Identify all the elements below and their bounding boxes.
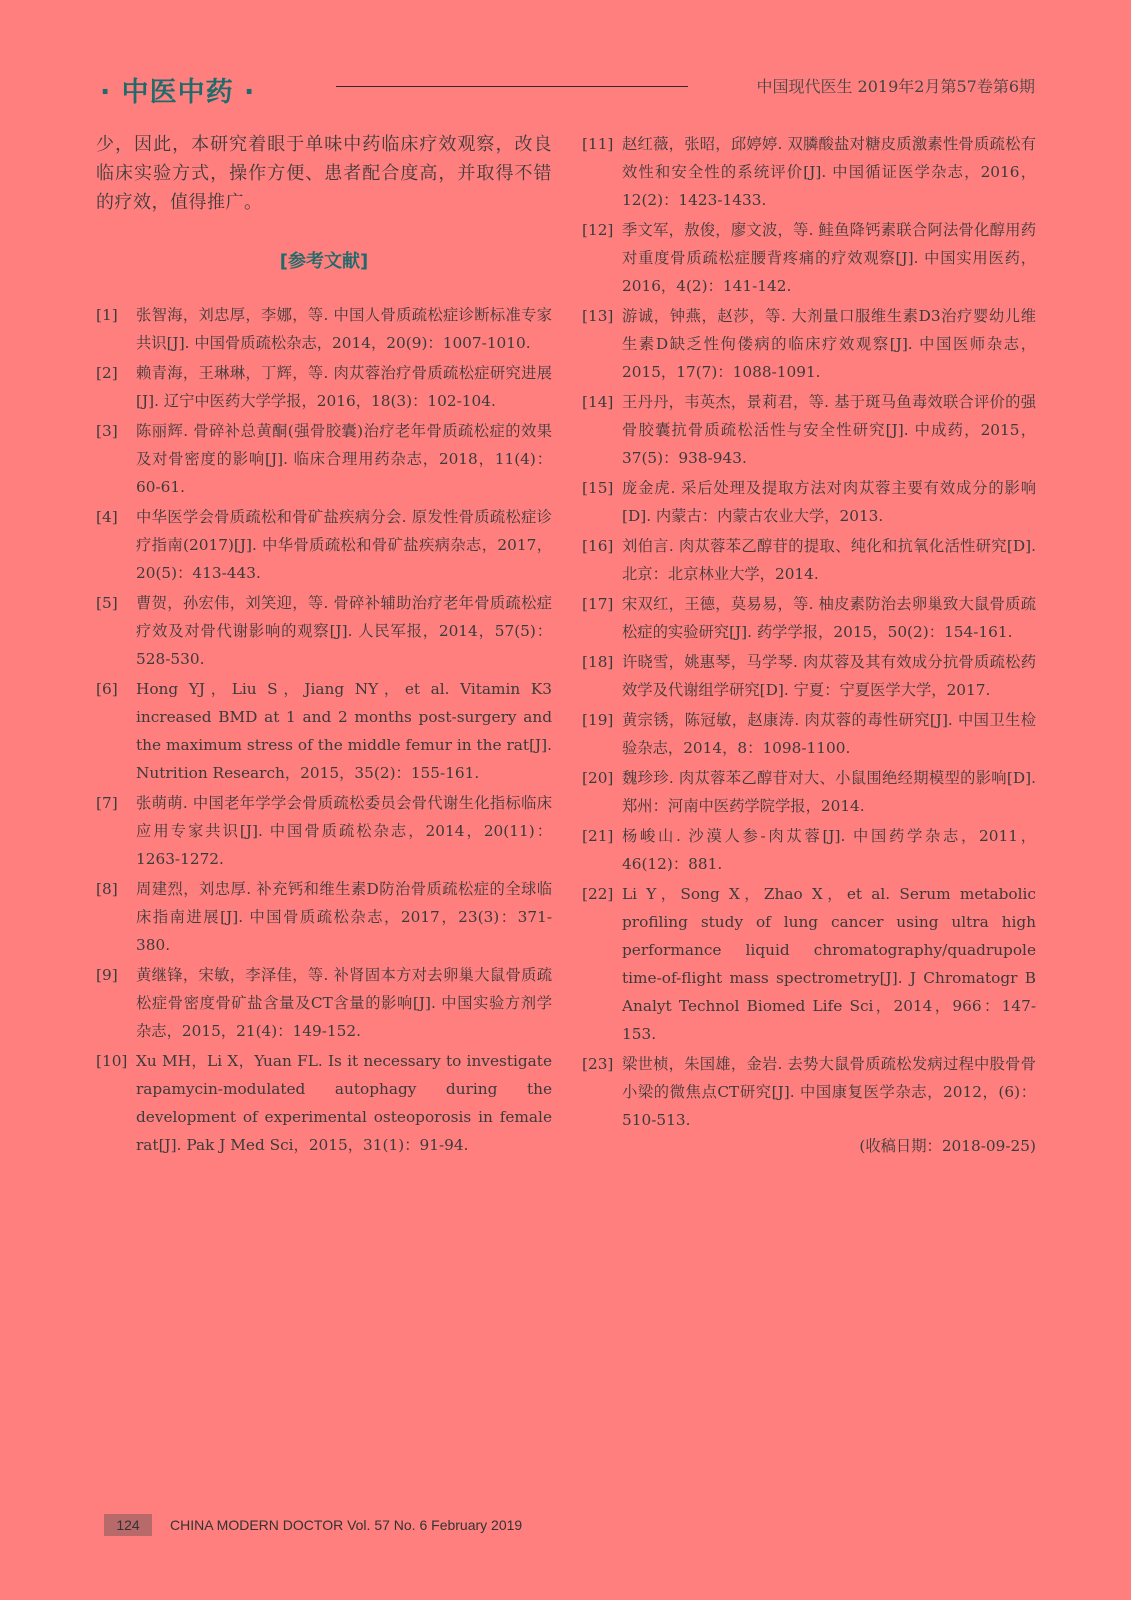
right-column bbox=[582, 130, 1036, 1160]
reference-text: 刘伯言. 肉苁蓉苯乙醇苷的提取、纯化和抗氧化活性研究[D]. 北京：北京林业大学，2014. bbox=[622, 537, 1036, 583]
reference-item bbox=[582, 532, 1036, 588]
reference-number: [16] bbox=[582, 537, 614, 555]
references-heading: [参考文献] bbox=[279, 251, 369, 272]
section-title: · 中医中药 · bbox=[100, 77, 256, 108]
reference-text: 王丹丹，韦英杰，景莉君，等. 基于斑马鱼毒效联合评价的强骨胶囊抗骨质疏松活性与安全性研究[J]. 中成药，2015，37(5)：938-943. bbox=[622, 393, 1036, 467]
reference-list-right bbox=[582, 130, 1036, 1134]
reference-number: [18] bbox=[582, 653, 614, 671]
reference-text: Li Y，Song X，Zhao X，et al. Serum metabolic profiling study of lung cancer using ultra high performance liquid chromatography/quadrupole time-of-flight mass spectrometry[J]. J Chromatogr B Analyt Technol Biomed Life Sci，2014，966：147-153. bbox=[622, 885, 1036, 1043]
reference-list-left bbox=[96, 301, 552, 1159]
reference-text: 中华医学会骨质疏松和骨矿盐疾病分会. 原发性骨质疏松症诊疗指南(2017)[J]. 中华骨质疏松和骨矿盐疾病杂志，2017，20(5)：413-443. bbox=[136, 508, 552, 582]
reference-number: [23] bbox=[582, 1055, 614, 1073]
footer-journal-line: CHINA MODERN DOCTOR Vol. 57 No. 6 February 2019 bbox=[170, 1517, 523, 1533]
reference-item bbox=[582, 302, 1036, 386]
reference-number: [21] bbox=[582, 827, 614, 845]
header-rule bbox=[336, 86, 688, 87]
reference-item bbox=[96, 675, 552, 787]
reference-text: 梁世桢，朱国雄，金岩. 去势大鼠骨质疏松发病过程中股骨骨小梁的微焦点CT研究[J]. 中国康复医学杂志，2012，(6)：510-513. bbox=[622, 1055, 1036, 1129]
reference-text: 季文军，敖俊，廖文波，等. 鲑鱼降钙素联合阿法骨化醇用药对重度骨质疏松症腰背疼痛的疗效观察[J]. 中国实用医药，2016，4(2)：141-142. bbox=[622, 221, 1036, 295]
reference-number: [15] bbox=[582, 479, 614, 497]
reference-number: [6] bbox=[96, 680, 118, 698]
reference-number: [2] bbox=[96, 364, 118, 382]
reference-number: [4] bbox=[96, 508, 118, 526]
reference-item bbox=[96, 301, 552, 357]
reference-item bbox=[582, 388, 1036, 472]
reference-item bbox=[582, 590, 1036, 646]
reference-number: [20] bbox=[582, 769, 614, 787]
reference-item bbox=[96, 589, 552, 673]
reference-item bbox=[96, 1047, 552, 1159]
reference-text: 周建烈，刘忠厚. 补充钙和维生素D防治骨质疏松症的全球临床指南进展[J]. 中国骨质疏松杂志，2017，23(3)：371-380. bbox=[136, 880, 552, 954]
left-column bbox=[96, 130, 552, 1161]
reference-number: [11] bbox=[582, 135, 614, 153]
reference-item bbox=[96, 789, 552, 873]
reference-item bbox=[582, 764, 1036, 820]
reference-text: 陈丽辉. 骨碎补总黄酮(强骨胶囊)治疗老年骨质疏松症的效果及对骨密度的影响[J]. 临床合理用药杂志，2018，11(4)：60-61. bbox=[136, 422, 552, 496]
page-header bbox=[100, 70, 1035, 106]
reference-text: 黄继锋，宋敏，李泽佳，等. 补肾固本方对去卵巢大鼠骨质疏松症骨密度骨矿盐含量及CT含量的影响[J]. 中国实验方剂学杂志，2015，21(4)：149-152. bbox=[136, 966, 552, 1040]
reference-text: 张萌萌. 中国老年学学会骨质疏松委员会骨代谢生化指标临床应用专家共识[J]. 中国骨质疏松杂志，2014，20(11)：1263-1272. bbox=[136, 794, 552, 868]
reference-number: [19] bbox=[582, 711, 614, 729]
reference-item bbox=[582, 822, 1036, 878]
page-number: 124 bbox=[104, 1514, 152, 1536]
reference-number: [8] bbox=[96, 880, 118, 898]
reference-text: 庞金虎. 采后处理及提取方法对肉苁蓉主要有效成分的影响[D]. 内蒙古：内蒙古农业大学，2013. bbox=[622, 479, 1036, 525]
reference-text: 杨峻山. 沙漠人参-肉苁蓉[J]. 中国药学杂志，2011，46(12)：881. bbox=[622, 827, 1036, 873]
reference-item bbox=[96, 417, 552, 501]
reference-number: [14] bbox=[582, 393, 614, 411]
reference-text: 曹贺，孙宏伟，刘笑迎，等. 骨碎补辅助治疗老年骨质疏松症疗效及对骨代谢影响的观察[J]. 人民军报，2014，57(5)：528-530. bbox=[136, 594, 552, 668]
reference-number: [3] bbox=[96, 422, 118, 440]
intro-paragraph: 少，因此，本研究着眼于单味中药临床疗效观察，改良临床实验方式，操作方便、患者配合度高，并取得不错的疗效，值得推广。 bbox=[96, 134, 552, 213]
reference-item bbox=[582, 474, 1036, 530]
reference-item bbox=[582, 880, 1036, 1048]
reference-text: 赵红薇，张昭，邱婷婷. 双膦酸盐对糖皮质激素性骨质疏松有效性和安全性的系统评价[J]. 中国循证医学杂志，2016，12(2)：1423-1433. bbox=[622, 135, 1036, 209]
reference-text: Hong YJ，Liu S，Jiang NY，et al. Vitamin K3 increased BMD at 1 and 2 months post-surgery and the maximum stress of the middle femur in the rat[J]. Nutrition Research，2015，35(2)：155-161. bbox=[136, 680, 552, 782]
reference-item bbox=[96, 503, 552, 587]
reference-text: 游诚，钟燕，赵莎，等. 大剂量口服维生素D3治疗婴幼儿维生素D缺乏性佝偻病的临床疗效观察[J]. 中国医师杂志，2015，17(7)：1088-1091. bbox=[622, 307, 1036, 381]
reference-text: 宋双红，王德，莫易易，等. 柚皮素防治去卵巢致大鼠骨质疏松症的实验研究[J]. 药学学报，2015，50(2)：154-161. bbox=[622, 595, 1036, 641]
reference-text: 赖青海，王琳琳，丁辉，等. 肉苁蓉治疗骨质疏松症研究进展[J]. 辽宁中医药大学学报，2016，18(3)：102-104. bbox=[136, 364, 552, 410]
reference-number: [17] bbox=[582, 595, 614, 613]
reference-text: 许晓雪，姚惠琴，马学琴. 肉苁蓉及其有效成分抗骨质疏松药效学及代谢组学研究[D]. 宁夏：宁夏医学大学，2017. bbox=[622, 653, 1036, 699]
reference-item bbox=[96, 875, 552, 959]
reference-item bbox=[582, 648, 1036, 704]
reference-text: 黄宗锈，陈冠敏，赵康涛. 肉苁蓉的毒性研究[J]. 中国卫生检验杂志，2014，8：1098-1100. bbox=[622, 711, 1036, 757]
reference-item bbox=[582, 216, 1036, 300]
reference-item bbox=[582, 1050, 1036, 1134]
reference-text: Xu MH，Li X，Yuan FL. Is it necessary to investigate rapamycin-modulated autophagy during the development of experimental osteoporosis in female rat[J]. Pak J Med Sci，2015，31(1)：91-94. bbox=[136, 1052, 552, 1154]
reference-number: [12] bbox=[582, 221, 614, 239]
reference-item bbox=[96, 961, 552, 1045]
reference-number: [1] bbox=[96, 306, 118, 324]
reference-number: [22] bbox=[582, 885, 614, 903]
reference-item bbox=[96, 359, 552, 415]
reference-item bbox=[582, 706, 1036, 762]
reference-number: [13] bbox=[582, 307, 614, 325]
reference-number: [5] bbox=[96, 594, 118, 612]
journal-info: 中国现代医生 2019年2月第57卷第6期 bbox=[756, 77, 1035, 96]
reference-number: [7] bbox=[96, 794, 118, 812]
reference-text: 魏珍珍. 肉苁蓉苯乙醇苷对大、小鼠围绝经期模型的影响[D]. 郑州：河南中医药学院学报，2014. bbox=[622, 769, 1036, 815]
received-date: (收稿日期：2018-09-25) bbox=[859, 1137, 1036, 1155]
reference-number: [10] bbox=[96, 1052, 128, 1070]
reference-number: [9] bbox=[96, 966, 118, 984]
reference-text: 张智海，刘忠厚，李娜，等. 中国人骨质疏松症诊断标准专家共识[J]. 中国骨质疏松杂志，2014，20(9)：1007-1010. bbox=[136, 306, 552, 352]
reference-item bbox=[582, 130, 1036, 214]
